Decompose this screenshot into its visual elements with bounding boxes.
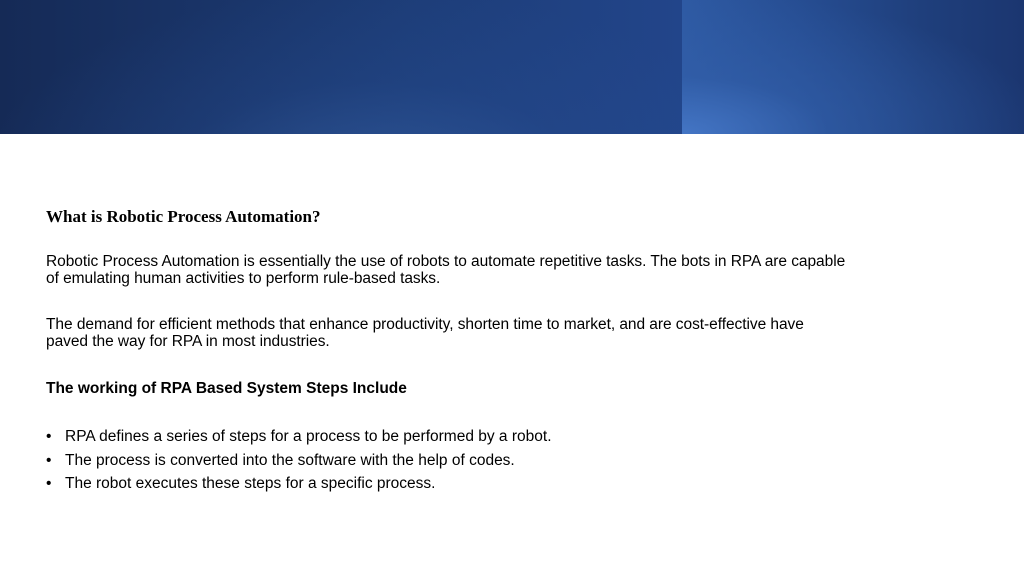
bullet-icon: • xyxy=(46,451,52,469)
bullet-icon: • xyxy=(46,475,52,492)
header-banner xyxy=(0,0,1024,134)
steps-subheading: The working of RPA Based System Steps Include xyxy=(46,380,407,397)
list-item xyxy=(46,472,846,496)
banner-right-panel xyxy=(682,0,1024,134)
banner-left-panel xyxy=(0,0,682,134)
paragraph-demand: The demand for efficient methods that enhance productivity, shorten time to market, and are cost-effective have paved the way for RPA in most industries. xyxy=(46,316,804,350)
slide-content xyxy=(46,205,846,496)
list-item-text: The process is converted into the software with the help of codes. xyxy=(65,451,515,469)
list-item xyxy=(46,449,846,473)
slide-heading: What is Robotic Process Automation? xyxy=(46,207,321,226)
list-item-text: RPA defines a series of steps for a process to be performed by a robot. xyxy=(65,428,552,445)
list-item-text: The robot executes these steps for a specific process. xyxy=(65,475,436,492)
bullet-icon: • xyxy=(46,428,52,445)
steps-list xyxy=(46,425,846,496)
paragraph-definition: Robotic Process Automation is essentially the use of robots to automate repetitive tasks. The bots in RPA are capable of emulating human activities to perform rule-based tasks. xyxy=(46,253,846,287)
list-item xyxy=(46,425,846,449)
